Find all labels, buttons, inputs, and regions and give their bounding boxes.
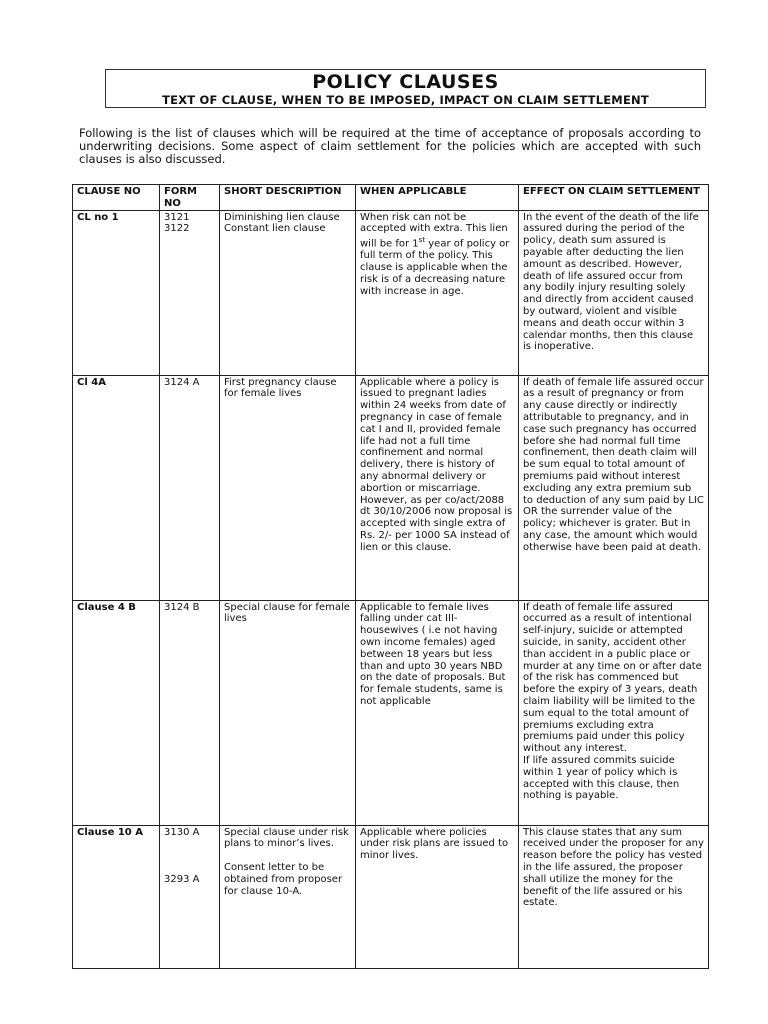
effect-cell: In the event of the death of the life assured during the period of the policy, death sum assured is payable after deducting the lien amount as described. However, death of life assured occur from any bodily injury resulting solely and directly from accident caused by outward, violent and visible means and death occur within 3 calendar months, then this clause is inoperative. bbox=[519, 210, 709, 375]
table-header-row bbox=[73, 185, 709, 211]
title-box bbox=[105, 69, 706, 108]
description-text: Diminishing lien clause bbox=[224, 211, 340, 223]
description-cell bbox=[220, 825, 356, 968]
intro-paragraph: Following is the list of clauses which will be required at the time of acceptance of proposals according to underwriting decisions. Some aspect of claim settlement for the policies which are accepted with such clauses is also discussed. bbox=[79, 126, 701, 166]
effect-cell: This clause states that any sum received under the proposer for any reason before the policy has vested in the life assured, the proposer shall utilize the money for the benefit of the life assured or his estate. bbox=[519, 825, 709, 968]
table-row bbox=[73, 210, 709, 375]
header-clause-no: CLAUSE NO bbox=[73, 185, 160, 211]
clause-no-cell: Cl 4A bbox=[73, 375, 160, 600]
header-short-description: SHORT DESCRIPTION bbox=[220, 185, 356, 211]
form-no-value: 3121 bbox=[164, 211, 190, 223]
header-form-no: FORM NO bbox=[160, 185, 220, 211]
form-no-value: 3293 A bbox=[164, 874, 200, 886]
when-applicable-text: When risk can not be accepted with extra. This lien will be for 1 bbox=[360, 211, 508, 250]
spacer bbox=[224, 850, 351, 862]
effect-cell: If death of female life assured occur as a result of pregnancy or from any cause directly or indirectly attributable to pregnancy, and in case such pregnancy has occurred before she had normal full time confinement, then death claim will be sum equal to total amount of premiums paid without interest excluding any extra premium sub to deduction of any sum paid by LIC OR the surrender value of the policy; whichever is grater. But in any case, the amount which would otherwise have been paid at death. bbox=[519, 375, 709, 600]
effect-text: If death of female life assured occurred as a result of intentional self-injury, suicide or attempted suicide, in sanity, accident other than accident in a public place or murder at any time on or after date of the risk has commenced but before the expiry of 3 years, death claim liability will be limited to the sum equal to the total amount of premiums excluding extra premiums paid under this policy without any interest. bbox=[523, 601, 702, 755]
clauses-table bbox=[72, 184, 709, 969]
form-no-cell bbox=[160, 210, 220, 375]
when-applicable-text: year of policy or full term of the policy. This clause is applicable when the risk is of a decreasing nature with increase in age. bbox=[360, 238, 510, 297]
table-row bbox=[73, 375, 709, 600]
description-cell: First pregnancy clause for female lives bbox=[220, 375, 356, 600]
spacer bbox=[164, 838, 215, 850]
header-effect: EFFECT ON CLAIM SETTLEMENT bbox=[519, 185, 709, 211]
when-applicable-cell: Applicable to female lives falling under cat III-housewives ( i.e not having own income females) aged between 18 years but less than and upto 30 years NBD on the date of proposals. But for female students, same is not applicable bbox=[356, 600, 519, 825]
when-applicable-cell bbox=[356, 375, 519, 600]
when-applicable-cell bbox=[356, 210, 519, 375]
clause-no-cell: Clause 4 B bbox=[73, 600, 160, 825]
page-subtitle: TEXT OF CLAUSE, WHEN TO BE IMPOSED, IMPACT ON CLAIM SETTLEMENT bbox=[162, 93, 649, 107]
form-no-value: 3122 bbox=[164, 223, 190, 235]
when-applicable-text: However, as per co/act/2088 dt 30/10/2006 now proposal is accepted with single extra of Rs. 2/- per 1000 SA instead of lien or this clause. bbox=[360, 494, 513, 553]
description-text: Constant lien clause bbox=[224, 223, 326, 235]
header-when-applicable: WHEN APPLICABLE bbox=[356, 185, 519, 211]
description-text: Consent letter to be obtained from proposer for clause 10-A. bbox=[224, 862, 343, 897]
spacer bbox=[164, 862, 215, 874]
form-no-value: 3130 A bbox=[164, 826, 200, 838]
page-title: POLICY CLAUSES bbox=[312, 71, 499, 93]
effect-text: If life assured commits suicide within 1 year of policy which is accepted with this clause, then nothing is payable. bbox=[523, 754, 680, 802]
spacer bbox=[164, 850, 215, 862]
form-no-cell: 3124 A bbox=[160, 375, 220, 600]
form-no-cell bbox=[160, 825, 220, 968]
table-row bbox=[73, 825, 709, 968]
table-row bbox=[73, 600, 709, 825]
description-text: Special clause under risk plans to minor’s lives. bbox=[224, 826, 349, 850]
description-cell bbox=[220, 210, 356, 375]
description-cell: Special clause for female lives bbox=[220, 600, 356, 825]
clause-no-cell: Clause 10 A bbox=[73, 825, 160, 968]
when-applicable-text: Applicable where a policy is issued to pregnant ladies within 24 weeks from date of pregnancy in case of female cat I and II, provided female life had not a full time confinement and normal delivery, there is history of any abnormal delivery or abortion or miscarriage. bbox=[360, 376, 506, 494]
ordinal-superscript: st bbox=[418, 236, 426, 245]
form-no-cell: 3124 B bbox=[160, 600, 220, 825]
effect-cell bbox=[519, 600, 709, 825]
when-applicable-cell: Applicable where policies under risk plans are issued to minor lives. bbox=[356, 825, 519, 968]
clause-no-cell: CL no 1 bbox=[73, 210, 160, 375]
